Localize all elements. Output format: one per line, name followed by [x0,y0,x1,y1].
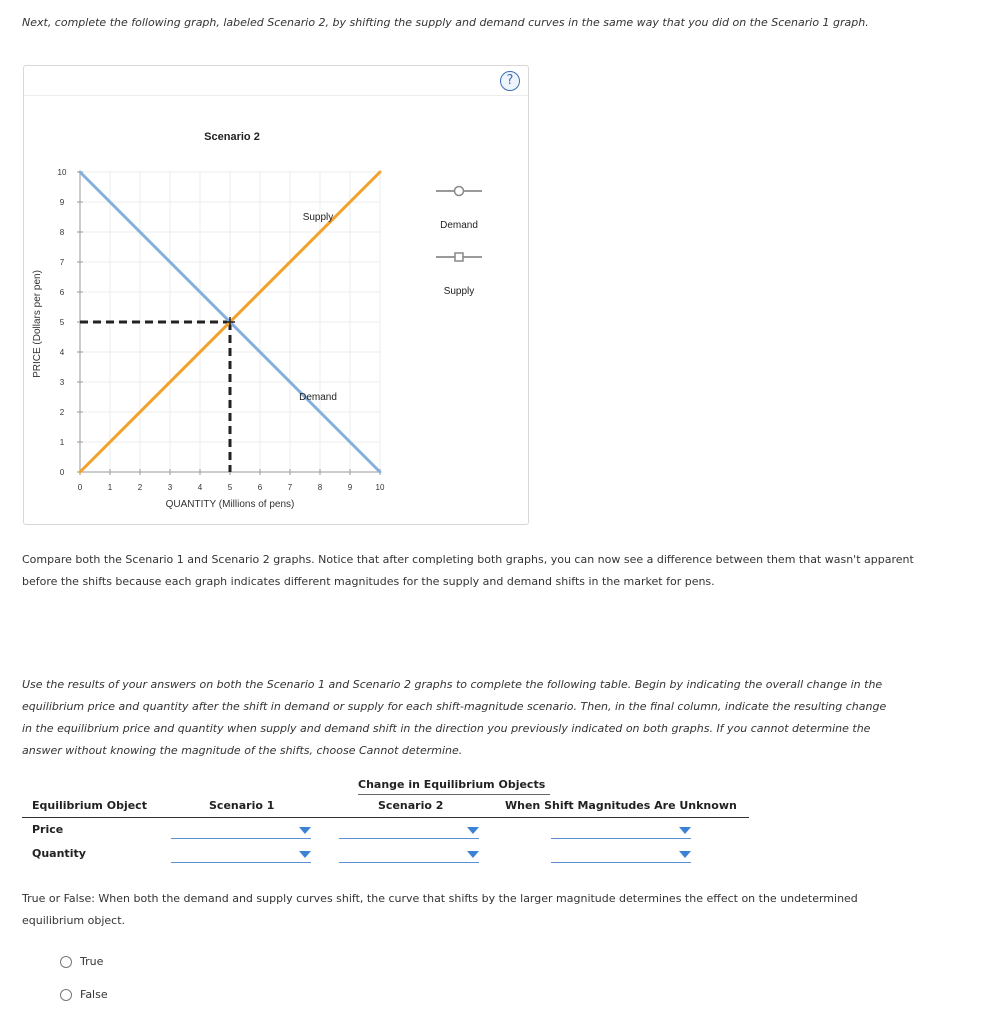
supply-tool[interactable] [436,253,482,297]
demand-tool[interactable] [436,187,482,232]
dropdown-arrow-icon [467,851,479,858]
y-tick-label: 9 [59,198,65,207]
x-axis-label: QUANTITY (Millions of pens) [165,499,295,510]
supply-curve-label: Supply [302,212,334,223]
supply-tool-label: Supply [443,286,475,297]
y-tick-label: 5 [59,318,65,327]
col-header-scenario-1: Scenario 1 [209,799,275,812]
row-label-quantity: Quantity [32,847,86,860]
y-tick-label: 6 [59,288,65,297]
radio-true[interactable] [60,956,72,968]
price-unknown-dropdown[interactable] [551,824,691,839]
true-false-question: True or False: When both the demand and supply curves shift, the curve that shifts by the larger magnitude determines the effect on the undetermined equilibrium object. [22,892,858,927]
x-tick-label: 7 [287,483,293,492]
radio-false[interactable] [60,989,72,1001]
option-false[interactable] [60,988,108,1001]
dropdown-arrow-icon [299,827,311,834]
x-tick-label: 0 [77,483,83,492]
dropdown-arrow-icon [299,851,311,858]
y-tick-label: 0 [59,468,65,477]
x-tick-label: 5 [227,483,233,492]
col-header-object: Equilibrium Object [32,799,147,812]
x-tick-label: 4 [197,483,203,492]
x-tick-label: 6 [257,483,263,492]
y-axis-label: PRICE (Dollars per pen) [32,270,43,378]
group-header-rule [358,794,550,795]
demand-tool-label: Demand [440,220,478,231]
help-icon[interactable]: ? [500,71,520,91]
option-true-label: True [80,955,104,968]
compare-text: Compare both the Scenario 1 and Scenario 2 graphs. Notice that after completing both graphs, you can now see a difference between them that wasn't apparent before the shifts because each graph indicates different magnitudes for the supply and demand shifts in the market for pens. [22,553,914,588]
table-header-rule [22,817,749,818]
option-false-label: False [80,988,108,1001]
intro-text: Next, complete the following graph, labeled Scenario 2, by shifting the supply and demand curves in the same way that you did on the Scenario 1 graph. [22,16,869,29]
x-tick-label: 10 [375,483,385,492]
y-tick-label: 7 [59,258,65,267]
col-header-scenario-2: Scenario 2 [378,799,444,812]
quantity-scenario-2-dropdown[interactable] [339,848,479,863]
dropdown-arrow-icon [679,851,691,858]
y-tick-label: 3 [59,378,65,387]
x-tick-label: 1 [107,483,113,492]
dropdown-arrow-icon [679,827,691,834]
dropdown-arrow-icon [467,827,479,834]
col-header-unknown: When Shift Magnitudes Are Unknown [505,799,737,812]
supply-tool-square-icon [455,253,463,261]
quantity-scenario-1-dropdown[interactable] [171,848,311,863]
x-tick-label: 2 [137,483,143,492]
quantity-unknown-dropdown[interactable] [551,848,691,863]
y-tick-label: 1 [59,438,65,447]
x-tick-label: 9 [347,483,353,492]
y-tick-label: 2 [59,408,65,417]
demand-tool-circle-icon [455,187,464,196]
y-tick-label: 4 [59,348,65,357]
x-tick-label: 3 [167,483,173,492]
price-scenario-1-dropdown[interactable] [171,824,311,839]
x-tick-label: 8 [317,483,323,492]
table-group-header: Change in Equilibrium Objects [358,778,546,791]
graph-title: Scenario 2 [204,131,260,143]
y-tick-label: 10 [57,168,67,177]
table-instructions: Use the results of your answers on both the Scenario 1 and Scenario 2 graphs to complete the following table. Begin by indicating the overall change in the equilibrium price and quantity after the shift in demand or supply for each shift-magnitude scenario. Then, in the final column, indicate the resulting change in the equilibrium price and quantity when supply and demand shift in the direction you previously indicated on both graphs. If you cannot determine the answer without knowing the magnitude of the shifts, choose Cannot determine. [22,678,887,757]
demand-curve-label: Demand [299,392,337,403]
y-tick-label: 8 [59,228,65,237]
option-true[interactable] [60,955,103,968]
price-scenario-2-dropdown[interactable] [339,824,479,839]
row-label-price: Price [32,823,64,836]
